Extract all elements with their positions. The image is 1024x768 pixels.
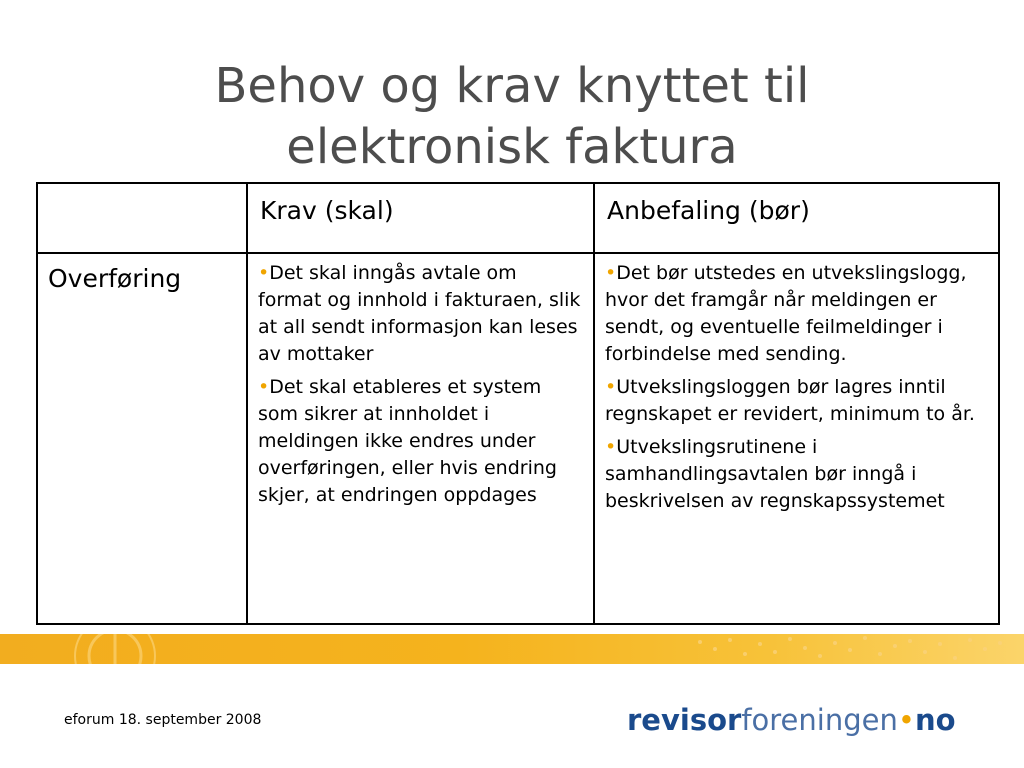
bullet-icon: • (258, 376, 270, 398)
krav-bullet-text: Det skal inngås avtale om format og innhold i fakturaen, slik at all sendt informasjon kan leses av mottaker (258, 262, 581, 365)
table-row (37, 253, 999, 624)
anbefaling-bullet-text: Utvekslingsrutinene i samhandlingsavtalen bør inngå i beskrivelsen av regnskapssystemet (605, 436, 945, 512)
krav-bullet-item (258, 374, 583, 509)
logo-part-foreningen: foreningen (741, 703, 898, 737)
krav-bullet-text: Det skal etableres et system som sikrer at innholdet i meldingen ikke endres under overføringen, eller hvis endring skjer, at endringen oppdages (258, 376, 557, 506)
requirements-table (36, 182, 1000, 625)
anbefaling-cell (594, 253, 999, 624)
bullet-icon: • (605, 376, 617, 398)
anbefaling-bullet-item (605, 260, 988, 368)
revisorforeningen-logo (627, 700, 956, 740)
logo-dot-icon: • (897, 703, 915, 737)
decorative-band (0, 634, 1024, 664)
table-header-empty (37, 183, 247, 253)
anbefaling-bullet-item (605, 434, 988, 515)
bullet-icon: • (605, 436, 617, 458)
table-header-krav: Krav (skal) (247, 183, 594, 253)
band-pattern-icon (0, 634, 1024, 664)
logo-part-revisor: revisor (627, 703, 742, 737)
slide-title-line-1: Behov og krav knyttet til (214, 58, 810, 114)
krav-bullet-item (258, 260, 583, 368)
table-header-anbefaling: Anbefaling (bør) (594, 183, 999, 253)
slide-title (0, 56, 1024, 178)
bullet-icon: • (258, 262, 270, 284)
slide-title-line-2: elektronisk faktura (286, 119, 738, 175)
bullet-icon: • (605, 262, 617, 284)
row-label-overforing: Overføring (37, 253, 247, 624)
krav-cell (247, 253, 594, 624)
footer-text: eforum 18. september 2008 (64, 712, 262, 728)
anbefaling-bullet-text: Utvekslingsloggen bør lagres inntil regnskapet er revidert, minimum to år. (605, 376, 975, 425)
anbefaling-bullet-item (605, 374, 988, 428)
logo-part-no: no (914, 703, 956, 737)
table-header-row (37, 183, 999, 253)
anbefaling-bullet-text: Det bør utstedes en utvekslingslogg, hvor det framgår når meldingen er sendt, og eventuelle feilmeldinger i forbindelse med sending. (605, 262, 967, 365)
